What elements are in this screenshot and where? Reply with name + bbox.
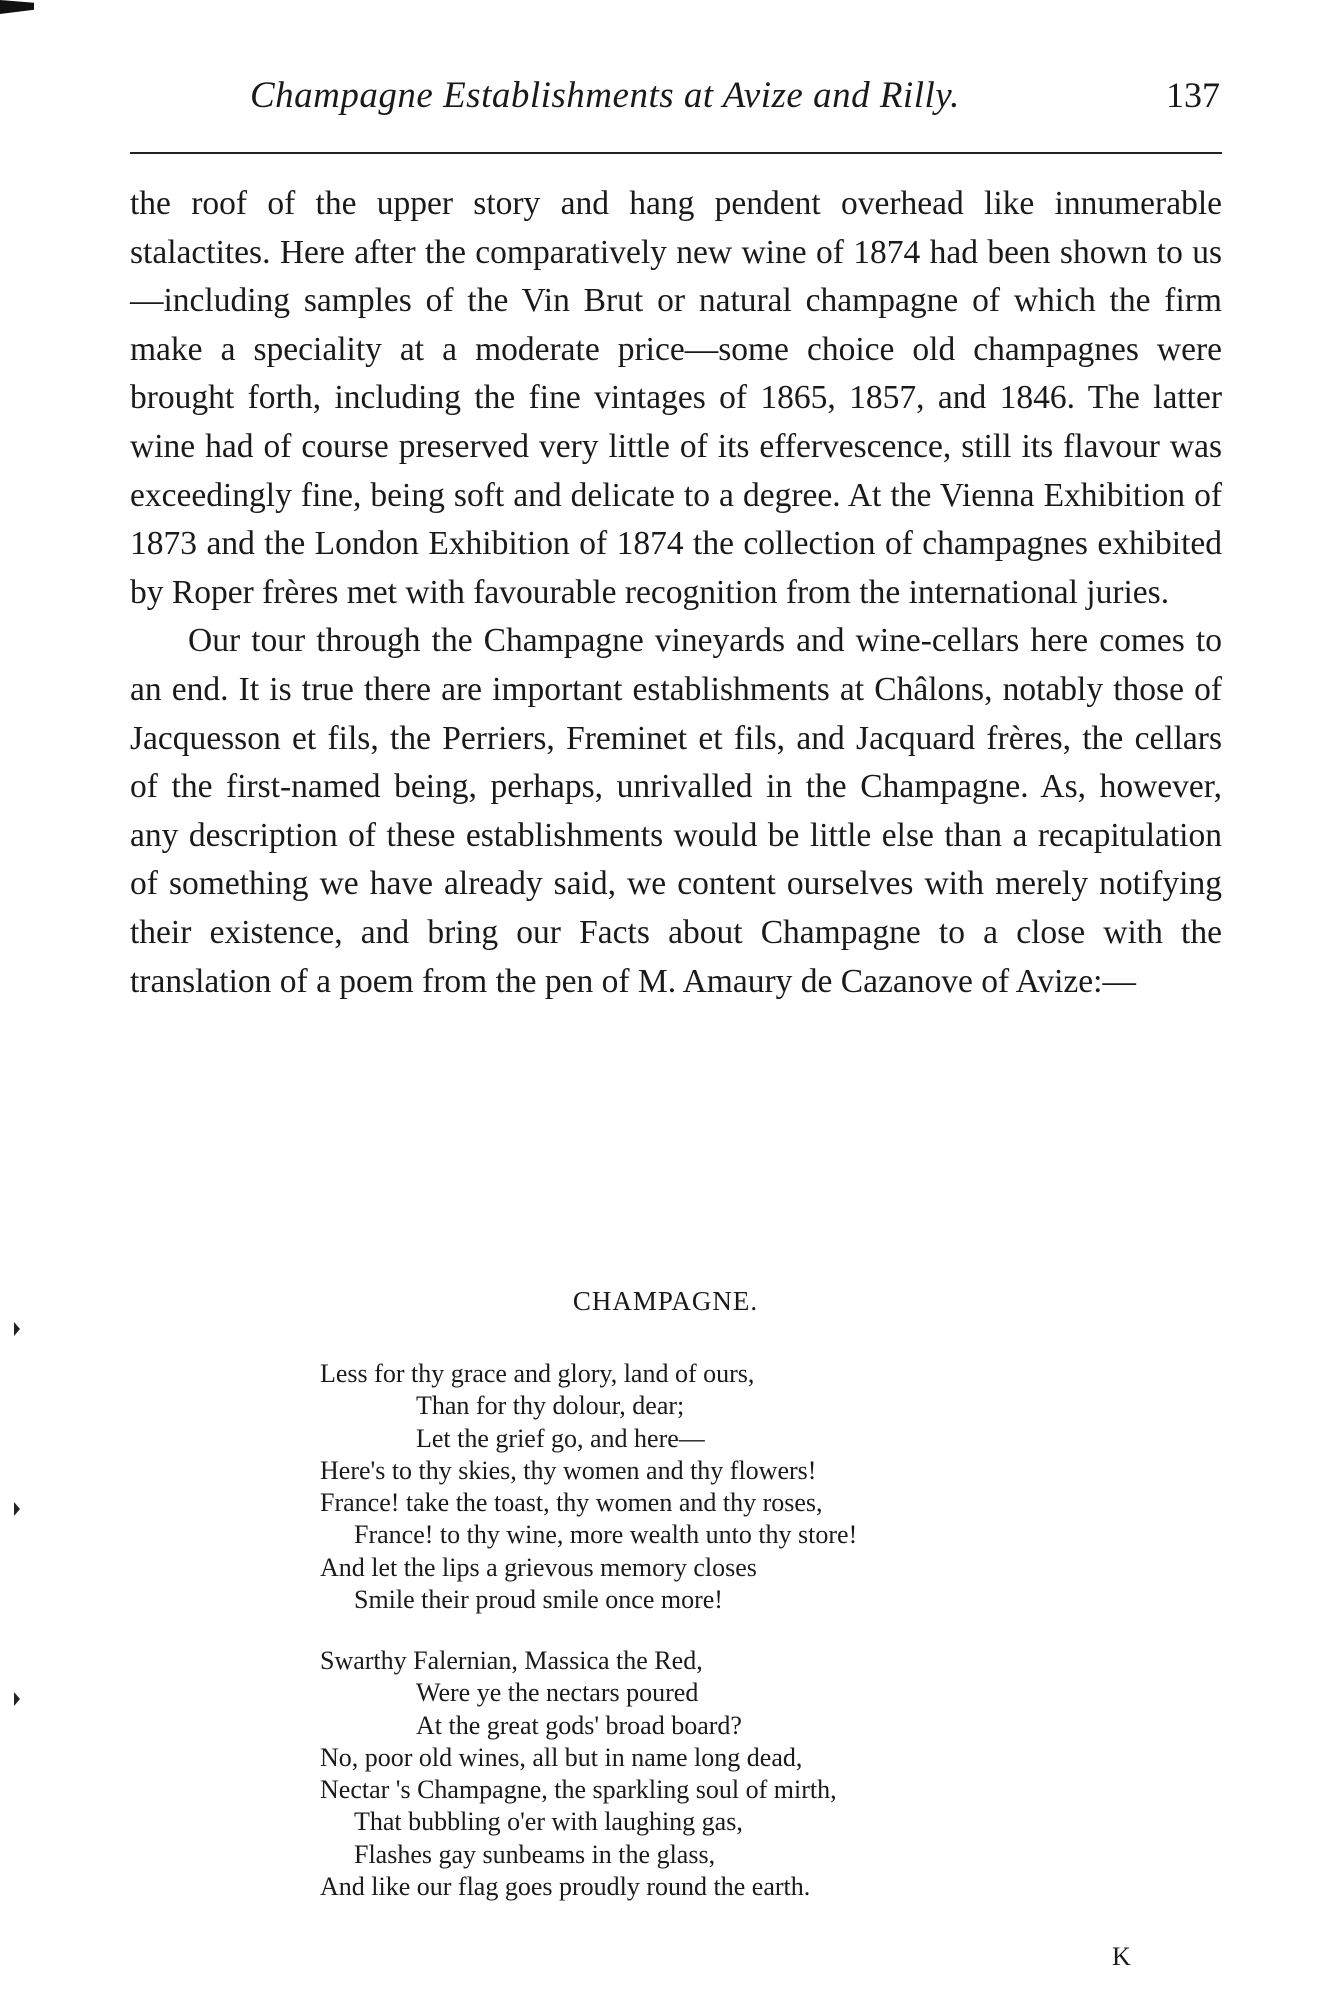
body-text	[130, 180, 1222, 1006]
paragraph-2: Our tour through the Champagne vineyards and wine-cellars here comes to an end. It is true there are important establishments at Châlons, notably those of Jacquesson et fils, the Perriers, Freminet et fils, and Jacquard frères, the cellars of the first-named being, perhaps, unrivalled in the Champagne. As, however, any description of these establishments would be little else than a recapitulation of something we have already said, we content ourselves with merely notifying their existence, and bring our Facts about Champagne to a close with the translation of a poem from the pen of M. Amaury de Cazanove of Avize:—	[130, 622, 1222, 1000]
poem-line: Let the grief go, and here—	[416, 1423, 705, 1453]
poem-line: And let the lips a grievous memory closes	[320, 1552, 757, 1582]
margin-mark	[14, 1502, 20, 1516]
page-header	[250, 74, 1220, 124]
page-number: 137	[1166, 75, 1220, 115]
poem-line: Were ye the nectars poured	[416, 1678, 699, 1708]
poem-line: Nectar 's Champagne, the sparkling soul of mirth,	[320, 1775, 837, 1805]
poem-line: Swarthy Falernian, Massica the Red,	[320, 1646, 703, 1675]
poem-line: Here's to thy skies, thy women and thy flowers!	[320, 1455, 817, 1485]
poem-line: Smile their proud smile once more!	[354, 1585, 723, 1615]
poem-line: Than for thy dolour, dear;	[416, 1391, 685, 1421]
margin-mark	[14, 1322, 20, 1336]
poem-line: France! to thy wine, more wealth unto thy store!	[354, 1520, 858, 1550]
poem-line: At the great gods' broad board?	[416, 1710, 742, 1740]
running-title: Champagne Establishments at Avize and Rilly.	[250, 75, 960, 116]
header-rule	[130, 152, 1222, 154]
poem-stanza-2	[320, 1645, 1220, 1903]
poem-line: That bubbling o'er with laughing gas,	[354, 1807, 743, 1837]
corner-mark	[0, 0, 34, 14]
poem-stanza-1	[320, 1358, 1220, 1616]
poem-line: No, poor old wines, all but in name long dead,	[320, 1742, 803, 1772]
poem-line: France! take the toast, thy women and thy roses,	[320, 1488, 823, 1518]
margin-mark	[14, 1692, 20, 1706]
poem-line: Less for thy grace and glory, land of ours,	[320, 1359, 755, 1388]
paragraph-1: the roof of the upper story and hang pendent overhead like innumerable stalactites. Here after the comparatively new wine of 1874 had been shown to us—including samples of the Vin Brut or natural champagne of which the firm make a speciality at a moderate price—some choice old champagnes were brought forth, including the fine vintages of 1865, 1857, and 1846. The latter wine had of course preserved very little of its effervescence, still its flavour was exceedingly fine, being soft and delicate to a degree. At the Vienna Exhibition of 1873 and the London Exhibition of 1874 the collection of champagnes exhibited by Roper frères met with favourable recognition from the international juries.	[130, 185, 1222, 611]
poem-title: CHAMPAGNE.	[572, 1286, 759, 1316]
signature-mark: K	[1112, 1942, 1131, 1971]
poem-line: And like our flag goes proudly round the earth.	[320, 1872, 811, 1902]
poem-line: Flashes gay sunbeams in the glass,	[354, 1839, 716, 1869]
